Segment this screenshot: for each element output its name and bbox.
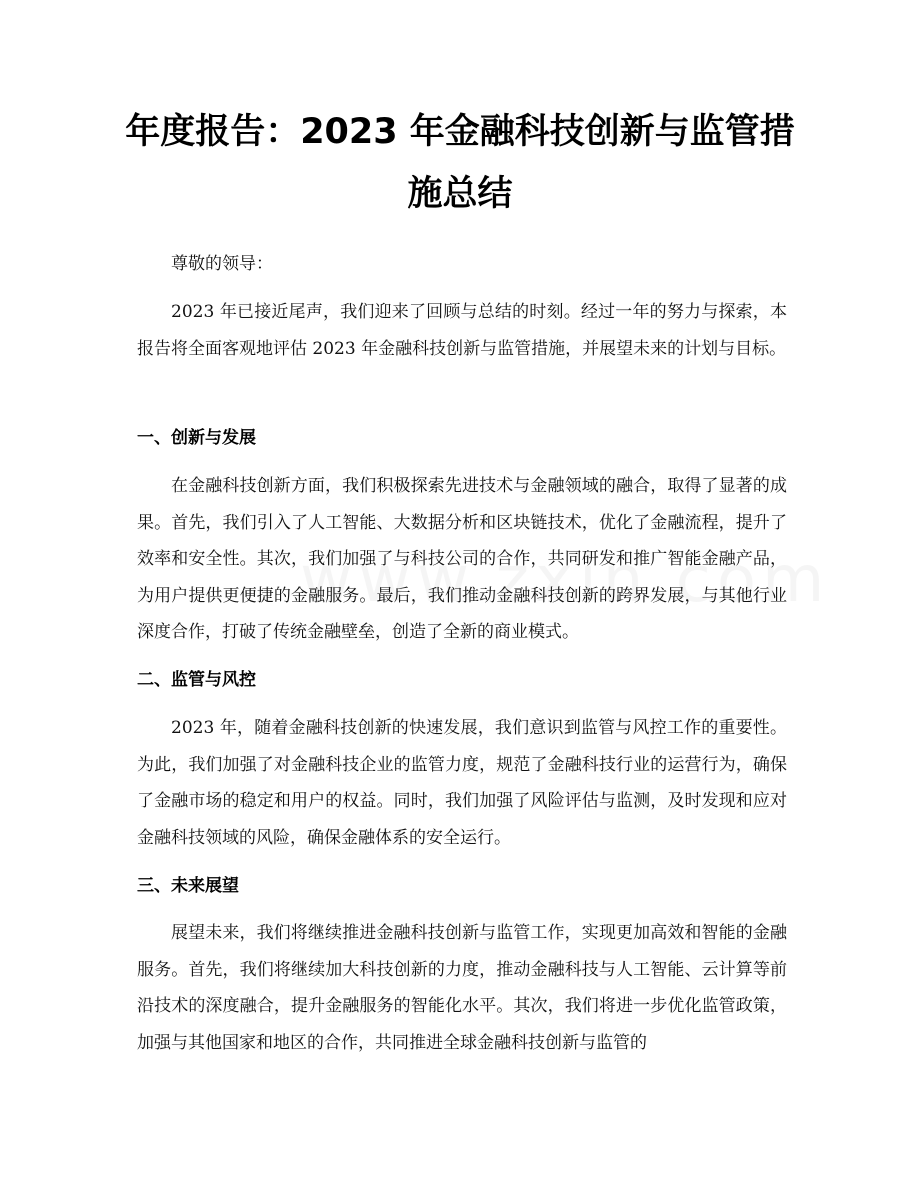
section-heading-innovation: 一、创新与发展 xyxy=(137,428,256,448)
section-body-outlook: 展望未来，我们将继续推进金融科技创新与监管工作，实现更加高效和智能的金融服务。首先，我们将继续加大科技创新的力度，推动金融科技与人工智能、云计算等前沿技术的深度融合，提升金融服务的智能化水平。其次，我们将进一步优化监管政策，加强与其他国家和地区的合作，共同推进全球金融科技创新与监管的 xyxy=(137,923,787,1053)
salutation: 尊敬的领导： xyxy=(171,254,273,274)
section-body-regulation: 2023 年，随着金融科技创新的快速发展，我们意识到监管与风控工作的重要性。为此，我们加强了对金融科技企业的监管力度，规范了金融科技行业的运营行为，确保了金融市场的稳定和用户的权益。同时，我们加强了风险评估与监测，及时发现和应对金融科技领域的风险，确保金融体系的安全运行。 xyxy=(137,718,787,848)
section-body-innovation: 在金融科技创新方面，我们积极探索先进技术与金融领域的融合，取得了显著的成果。首先，我们引入了人工智能、大数据分析和区块链技术，优化了金融流程，提升了效率和安全性。其次，我们加强了与科技公司的合作，共同研发和推广智能金融产品，为用户提供更便捷的金融服务。最后，我们推动金融科技创新的跨界发展，与其他行业深度合作，打破了传统金融壁垒，创造了全新的商业模式。 xyxy=(137,476,787,642)
intro-paragraph: 2023 年已接近尾声，我们迎来了回顾与总结的时刻。经过一年的努力与探索，本报告将全面客观地评估 2023 年金融科技创新与监管措施，并展望未来的计划与目标。 xyxy=(137,302,787,359)
document-title: 年度报告：2023 年金融科技创新与监管措施总结 xyxy=(125,112,795,214)
section-heading-outlook: 三、未来展望 xyxy=(137,876,239,896)
section-heading-regulation: 二、监管与风控 xyxy=(137,670,256,690)
